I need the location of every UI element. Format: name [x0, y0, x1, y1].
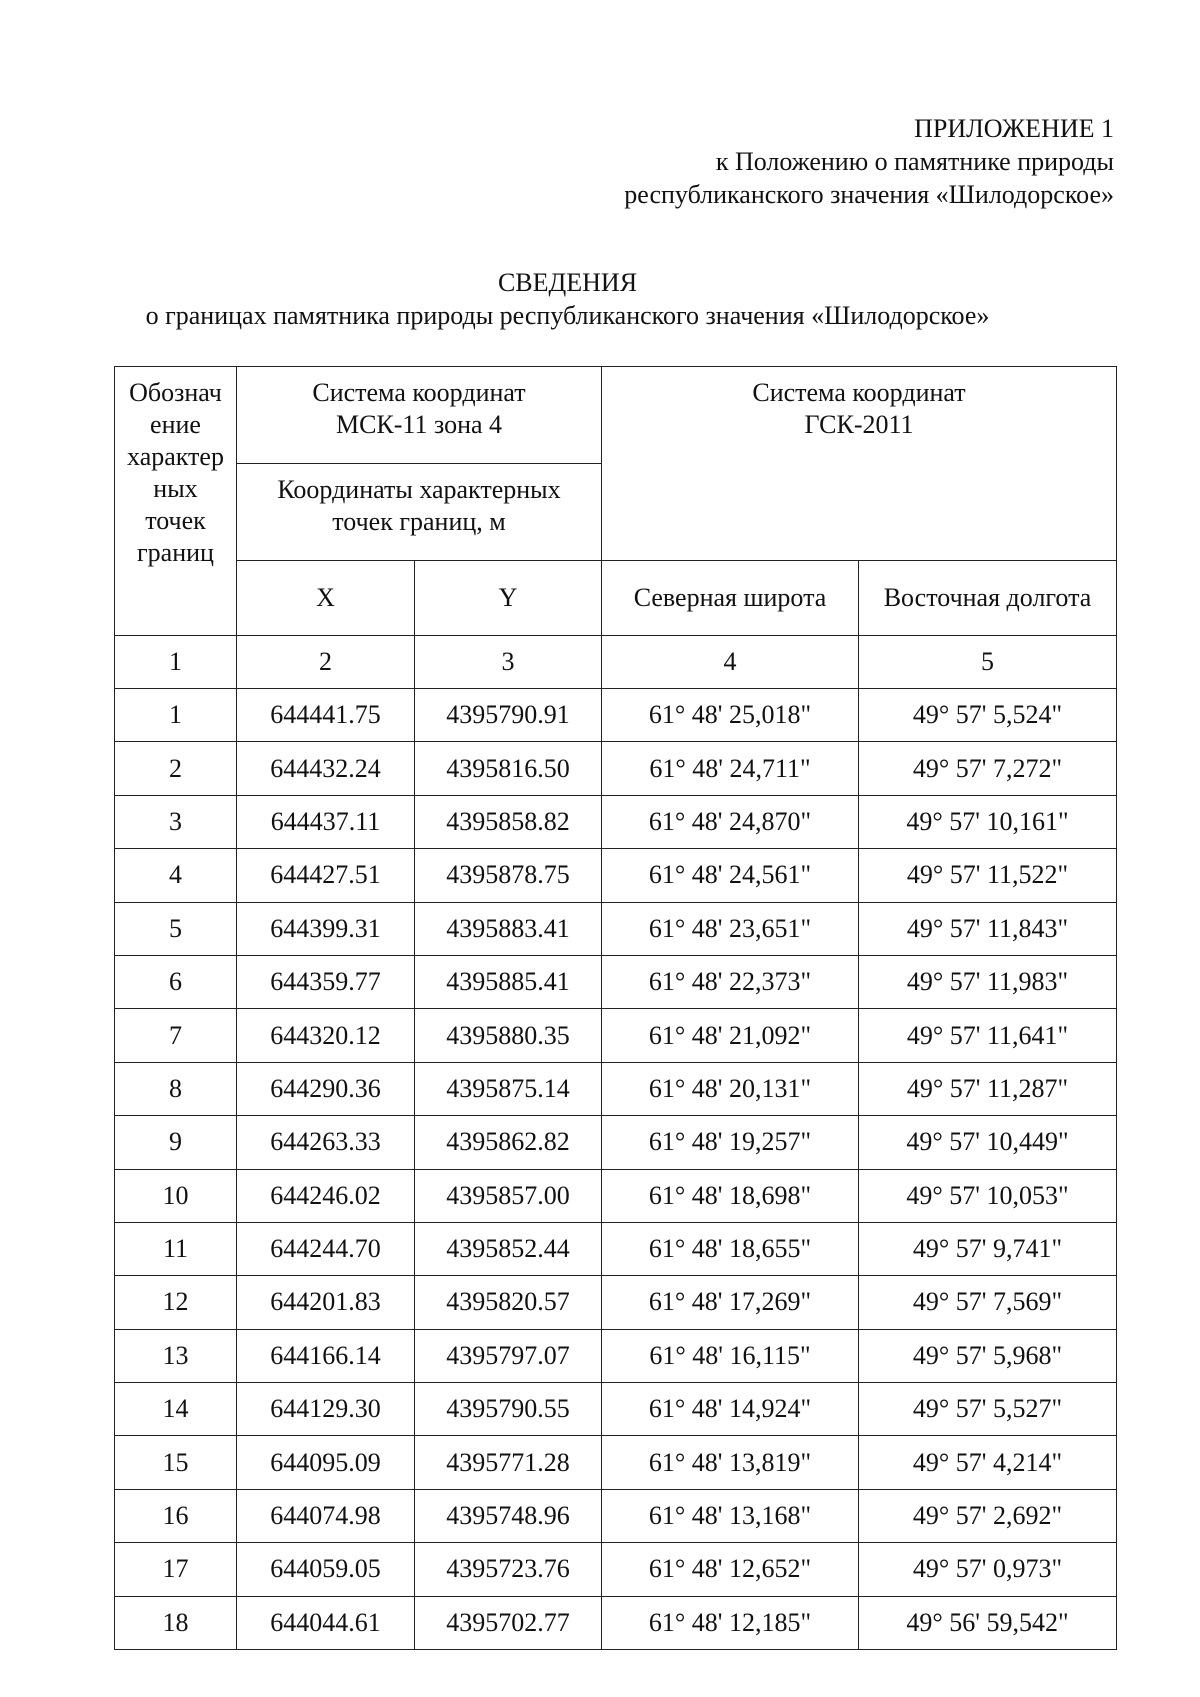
- appendix-number: ПРИЛОЖЕНИЕ 1: [914, 114, 1114, 143]
- title-subheading: о границах памятника природы республиканского значения «Шилодорское»: [145, 301, 990, 330]
- x-coordinate-cell: 644290.36: [237, 1062, 415, 1115]
- latitude-cell: 61° 48' 18,655": [602, 1222, 859, 1275]
- y-coordinate-cell: 4395771.28: [415, 1436, 602, 1489]
- table-row: [115, 1276, 1117, 1329]
- longitude-cell: 49° 57' 11,522": [859, 849, 1117, 902]
- latitude-cell: 61° 48' 18,698": [602, 1169, 859, 1222]
- y-coordinate-cell: 4395857.00: [415, 1169, 602, 1222]
- longitude-cell: 49° 57' 10,161": [859, 795, 1117, 848]
- column-number: 4: [602, 636, 859, 689]
- longitude-cell: 49° 57' 10,449": [859, 1116, 1117, 1169]
- table-row: [115, 1329, 1117, 1382]
- table-row: [115, 742, 1117, 795]
- latitude-cell: 61° 48' 24,561": [602, 849, 859, 902]
- header-col-y: Y: [415, 561, 602, 636]
- x-coordinate-cell: 644432.24: [237, 742, 415, 795]
- latitude-cell: 61° 48' 24,711": [602, 742, 859, 795]
- y-coordinate-cell: 4395816.50: [415, 742, 602, 795]
- point-number-cell: 3: [115, 795, 237, 848]
- table-row: [115, 955, 1117, 1008]
- table-row: [115, 902, 1117, 955]
- latitude-cell: 61° 48' 12,652": [602, 1543, 859, 1596]
- longitude-cell: 49° 57' 11,843": [859, 902, 1117, 955]
- x-coordinate-cell: 644059.05: [237, 1543, 415, 1596]
- column-number: 1: [115, 636, 237, 689]
- y-coordinate-cell: 4395790.55: [415, 1383, 602, 1436]
- header-col-x: X: [237, 561, 415, 636]
- point-number-cell: 13: [115, 1329, 237, 1382]
- point-number-cell: 2: [115, 742, 237, 795]
- table-row: [115, 689, 1117, 742]
- longitude-cell: 49° 57' 0,973": [859, 1543, 1117, 1596]
- y-coordinate-cell: 4395748.96: [415, 1489, 602, 1542]
- longitude-cell: 49° 57' 4,214": [859, 1436, 1117, 1489]
- longitude-cell: 49° 57' 5,527": [859, 1383, 1117, 1436]
- longitude-cell: 49° 57' 7,272": [859, 742, 1117, 795]
- longitude-cell: 49° 57' 10,053": [859, 1169, 1117, 1222]
- title-heading: СВЕДЕНИЯ: [497, 268, 638, 297]
- column-numbers-row: [115, 636, 1117, 689]
- longitude-cell: 49° 57' 11,641": [859, 1009, 1117, 1062]
- longitude-cell: 49° 57' 2,692": [859, 1489, 1117, 1542]
- column-number: 2: [237, 636, 415, 689]
- y-coordinate-cell: 4395875.14: [415, 1062, 602, 1115]
- point-number-cell: 17: [115, 1543, 237, 1596]
- table-row: [115, 1222, 1117, 1275]
- point-number-cell: 8: [115, 1062, 237, 1115]
- table-row: [115, 1062, 1117, 1115]
- table-row: [115, 1436, 1117, 1489]
- point-number-cell: 10: [115, 1169, 237, 1222]
- point-number-cell: 15: [115, 1436, 237, 1489]
- table-row: [115, 1116, 1117, 1169]
- x-coordinate-cell: 644166.14: [237, 1329, 415, 1382]
- table-row: [115, 1596, 1117, 1649]
- y-coordinate-cell: 4395852.44: [415, 1222, 602, 1275]
- appendix-reference-cont: республиканского значения «Шилодорское»: [624, 180, 1114, 209]
- table-body: [115, 689, 1117, 1650]
- x-coordinate-cell: 644437.11: [237, 795, 415, 848]
- x-coordinate-cell: 644246.02: [237, 1169, 415, 1222]
- table-row: [115, 1489, 1117, 1542]
- appendix-reference: к Положению о памятнике природы: [715, 147, 1114, 176]
- point-number-cell: 1: [115, 689, 237, 742]
- x-coordinate-cell: 644320.12: [237, 1009, 415, 1062]
- header-gsk-system: Система координат ГСК-2011: [602, 367, 1117, 561]
- x-coordinate-cell: 644263.33: [237, 1116, 415, 1169]
- x-coordinate-cell: 644427.51: [237, 849, 415, 902]
- y-coordinate-cell: 4395862.82: [415, 1116, 602, 1169]
- table-row: [115, 1383, 1117, 1436]
- latitude-cell: 61° 48' 13,819": [602, 1436, 859, 1489]
- header-point-designation: Обознач ение характер ных точек границ: [115, 367, 237, 636]
- y-coordinate-cell: 4395880.35: [415, 1009, 602, 1062]
- x-coordinate-cell: 644044.61: [237, 1596, 415, 1649]
- header-col-longitude: Восточная долгота: [859, 561, 1117, 636]
- column-number: 5: [859, 636, 1117, 689]
- latitude-cell: 61° 48' 25,018": [602, 689, 859, 742]
- latitude-cell: 61° 48' 21,092": [602, 1009, 859, 1062]
- latitude-cell: 61° 48' 14,924": [602, 1383, 859, 1436]
- x-coordinate-cell: 644441.75: [237, 689, 415, 742]
- longitude-cell: 49° 57' 11,983": [859, 955, 1117, 1008]
- appendix-header: [414, 112, 1114, 211]
- x-coordinate-cell: 644359.77: [237, 955, 415, 1008]
- point-number-cell: 4: [115, 849, 237, 902]
- column-number: 3: [415, 636, 602, 689]
- latitude-cell: 61° 48' 13,168": [602, 1489, 859, 1542]
- document-title: [0, 266, 1135, 332]
- table-row: [115, 1009, 1117, 1062]
- x-coordinate-cell: 644244.70: [237, 1222, 415, 1275]
- point-number-cell: 12: [115, 1276, 237, 1329]
- x-coordinate-cell: 644095.09: [237, 1436, 415, 1489]
- longitude-cell: 49° 57' 7,569": [859, 1276, 1117, 1329]
- table-row: [115, 1543, 1117, 1596]
- header-msk-coords: Координаты характерных точек границ, м: [237, 464, 602, 561]
- y-coordinate-cell: 4395797.07: [415, 1329, 602, 1382]
- latitude-cell: 61° 48' 22,373": [602, 955, 859, 1008]
- table-row: [115, 795, 1117, 848]
- y-coordinate-cell: 4395885.41: [415, 955, 602, 1008]
- longitude-cell: 49° 57' 5,968": [859, 1329, 1117, 1382]
- x-coordinate-cell: 644074.98: [237, 1489, 415, 1542]
- latitude-cell: 61° 48' 24,870": [602, 795, 859, 848]
- point-number-cell: 16: [115, 1489, 237, 1542]
- longitude-cell: 49° 57' 9,741": [859, 1222, 1117, 1275]
- coordinates-table: [114, 366, 1117, 1650]
- header-msk-system: Система координат МСК-11 зона 4: [237, 367, 602, 464]
- latitude-cell: 61° 48' 17,269": [602, 1276, 859, 1329]
- point-number-cell: 18: [115, 1596, 237, 1649]
- x-coordinate-cell: 644129.30: [237, 1383, 415, 1436]
- y-coordinate-cell: 4395790.91: [415, 689, 602, 742]
- latitude-cell: 61° 48' 16,115": [602, 1329, 859, 1382]
- latitude-cell: 61° 48' 23,651": [602, 902, 859, 955]
- x-coordinate-cell: 644399.31: [237, 902, 415, 955]
- table-row: [115, 1169, 1117, 1222]
- y-coordinate-cell: 4395883.41: [415, 902, 602, 955]
- longitude-cell: 49° 57' 5,524": [859, 689, 1117, 742]
- x-coordinate-cell: 644201.83: [237, 1276, 415, 1329]
- point-number-cell: 6: [115, 955, 237, 1008]
- y-coordinate-cell: 4395723.76: [415, 1543, 602, 1596]
- y-coordinate-cell: 4395878.75: [415, 849, 602, 902]
- table-row: [115, 849, 1117, 902]
- y-coordinate-cell: 4395858.82: [415, 795, 602, 848]
- latitude-cell: 61° 48' 20,131": [602, 1062, 859, 1115]
- longitude-cell: 49° 57' 11,287": [859, 1062, 1117, 1115]
- point-number-cell: 11: [115, 1222, 237, 1275]
- y-coordinate-cell: 4395702.77: [415, 1596, 602, 1649]
- point-number-cell: 7: [115, 1009, 237, 1062]
- latitude-cell: 61° 48' 19,257": [602, 1116, 859, 1169]
- latitude-cell: 61° 48' 12,185": [602, 1596, 859, 1649]
- point-number-cell: 14: [115, 1383, 237, 1436]
- point-number-cell: 5: [115, 902, 237, 955]
- longitude-cell: 49° 56' 59,542": [859, 1596, 1117, 1649]
- y-coordinate-cell: 4395820.57: [415, 1276, 602, 1329]
- header-col-latitude: Северная широта: [602, 561, 859, 636]
- point-number-cell: 9: [115, 1116, 237, 1169]
